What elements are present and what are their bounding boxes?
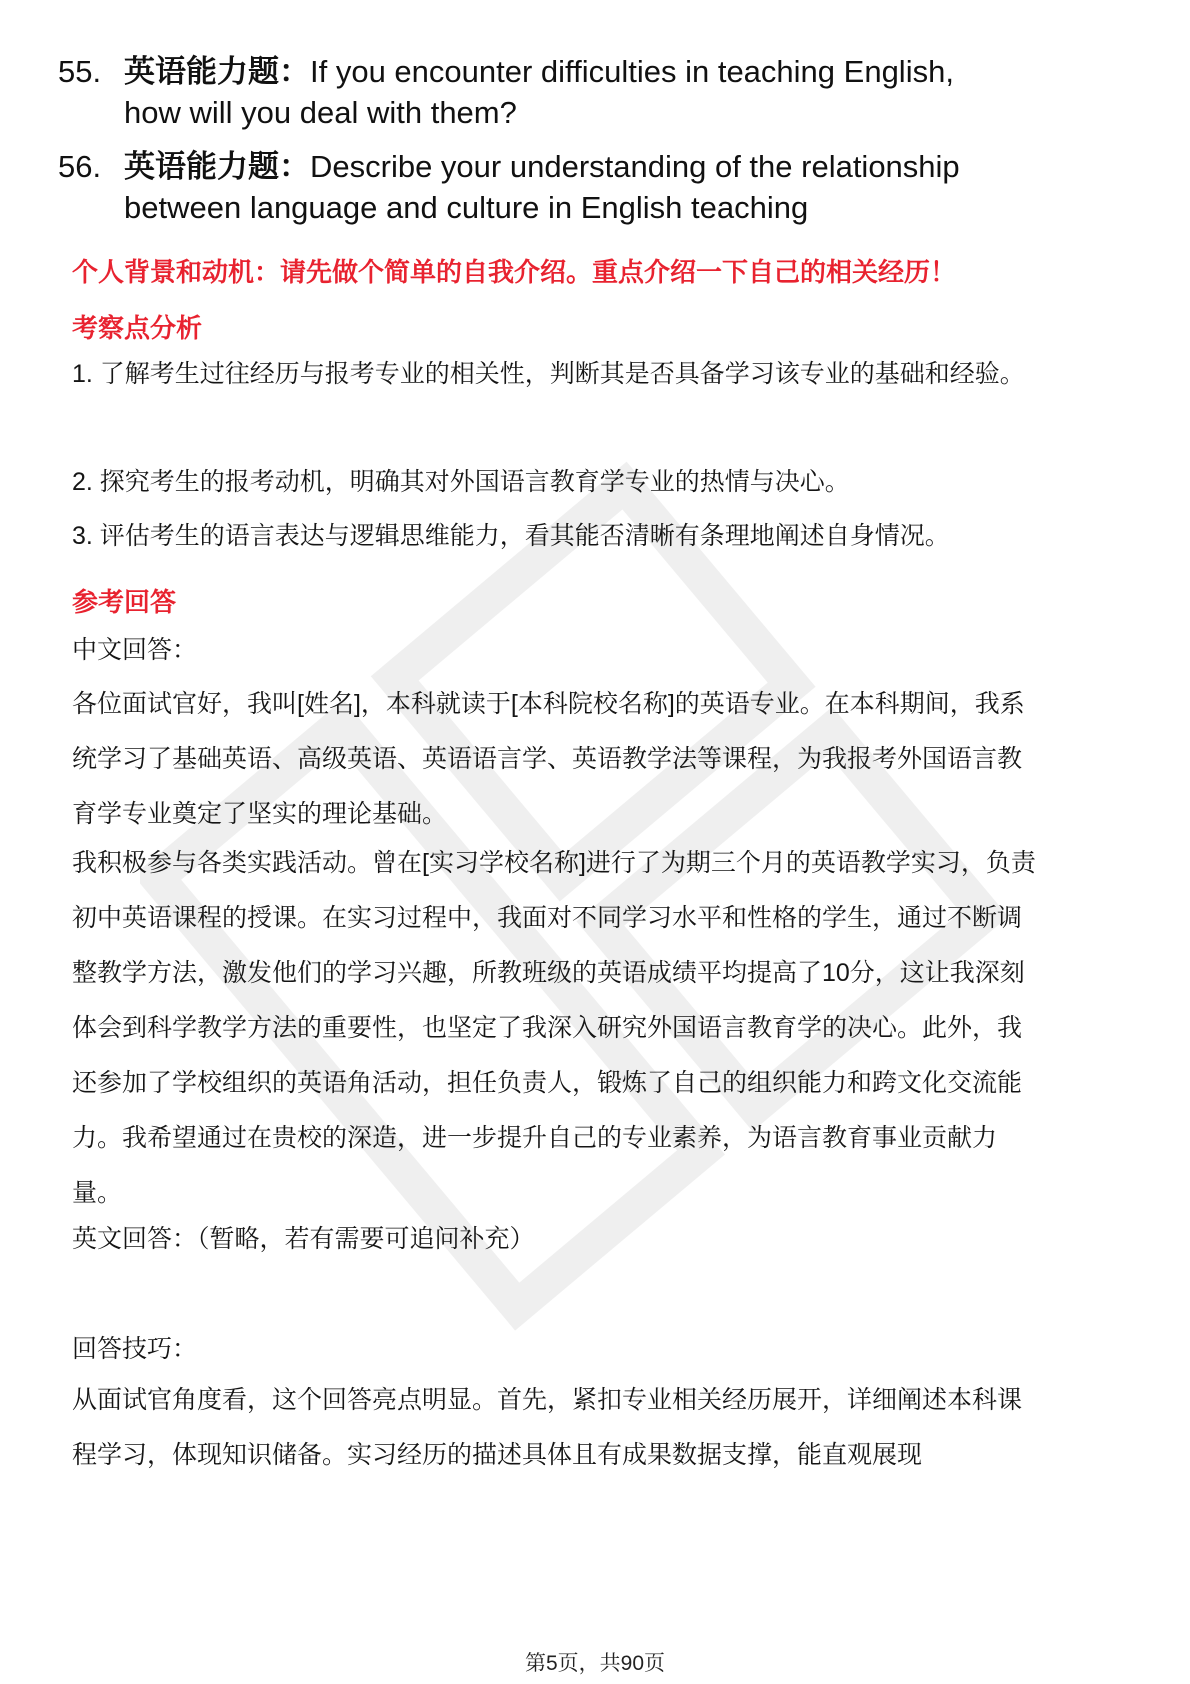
question-tag: 英语能力题：	[124, 149, 310, 184]
background-prompt: 个人背景和动机：请先做个简单的自我介绍。重点介绍一下自己的相关经历！	[72, 257, 957, 287]
analysis-point-2: 2. 探究考生的报考动机，明确其对外国语言教育学专业的热情与决心。	[72, 468, 850, 496]
page-footer: 第5页，共90页	[524, 1652, 666, 1675]
english-answer-label: 英文回答：（暂略，若有需要可追问补充）	[72, 1225, 535, 1253]
analysis-point-3: 3. 评估考生的语言表达与逻辑思维能力，看其能否清晰有条理地阐述自身情况。	[72, 522, 950, 550]
question-text-line2: between language and culture in English teaching	[124, 190, 809, 225]
analysis-title: 考察点分析	[72, 313, 203, 343]
question-number: 56.	[58, 149, 102, 184]
question-tag: 英语能力题：	[124, 54, 310, 89]
question-text-line1: If you encounter difficulties in teaching English,	[310, 54, 954, 89]
question-number: 55.	[58, 54, 102, 89]
reference-title: 参考回答	[72, 587, 177, 617]
question-text-line2: how will you deal with them?	[124, 95, 517, 130]
analysis-point-1: 1. 了解考生过往经历与报考专业的相关性，判断其是否具备学习该专业的基础和经验。	[72, 360, 1025, 388]
tips-text: 从面试官角度看，这个回答亮点明显。首先，紧扣专业相关经历展开，详细阐述本科课程学习，体现知识储备。实习经历的描述具体且有成果数据支撑，能直观展现	[72, 1386, 1023, 1469]
question-text-line1: Describe your understanding of the relationship	[310, 149, 960, 184]
answer-paragraph-1: 各位面试官好，我叫[姓名]，本科就读于[本科院校名称]的英语专业。在本科期间，我系统学习了基础英语、高级英语、英语语言学、英语教学法等课程，为我报考外国语言教育学专业奠定了坚实的理论基础。	[72, 690, 1025, 828]
chinese-answer-label: 中文回答：	[72, 636, 198, 664]
answer-paragraph-2: 我积极参与各类实践活动。曾在[实习学校名称]进行了为期三个月的英语教学实习，负责初中英语课程的授课。在实习过程中，我面对不同学习水平和性格的学生，通过不断调整教学方法，激发他们的学习兴趣，所教班级的英语成绩平均提高了10分，这让我深刻体会到科学教学方法的重要性，也坚定了我深入研究外国语言教育学的决心。此外，我还参加了学校组织的英语角活动，担任负责人，锻炼了自己的组织能力和跨文化交流能力。我希望通过在贵校的深造，进一步提升自己的专业素养，为语言教育事业贡献力量。	[72, 849, 1036, 1207]
tips-label: 回答技巧：	[72, 1335, 198, 1363]
